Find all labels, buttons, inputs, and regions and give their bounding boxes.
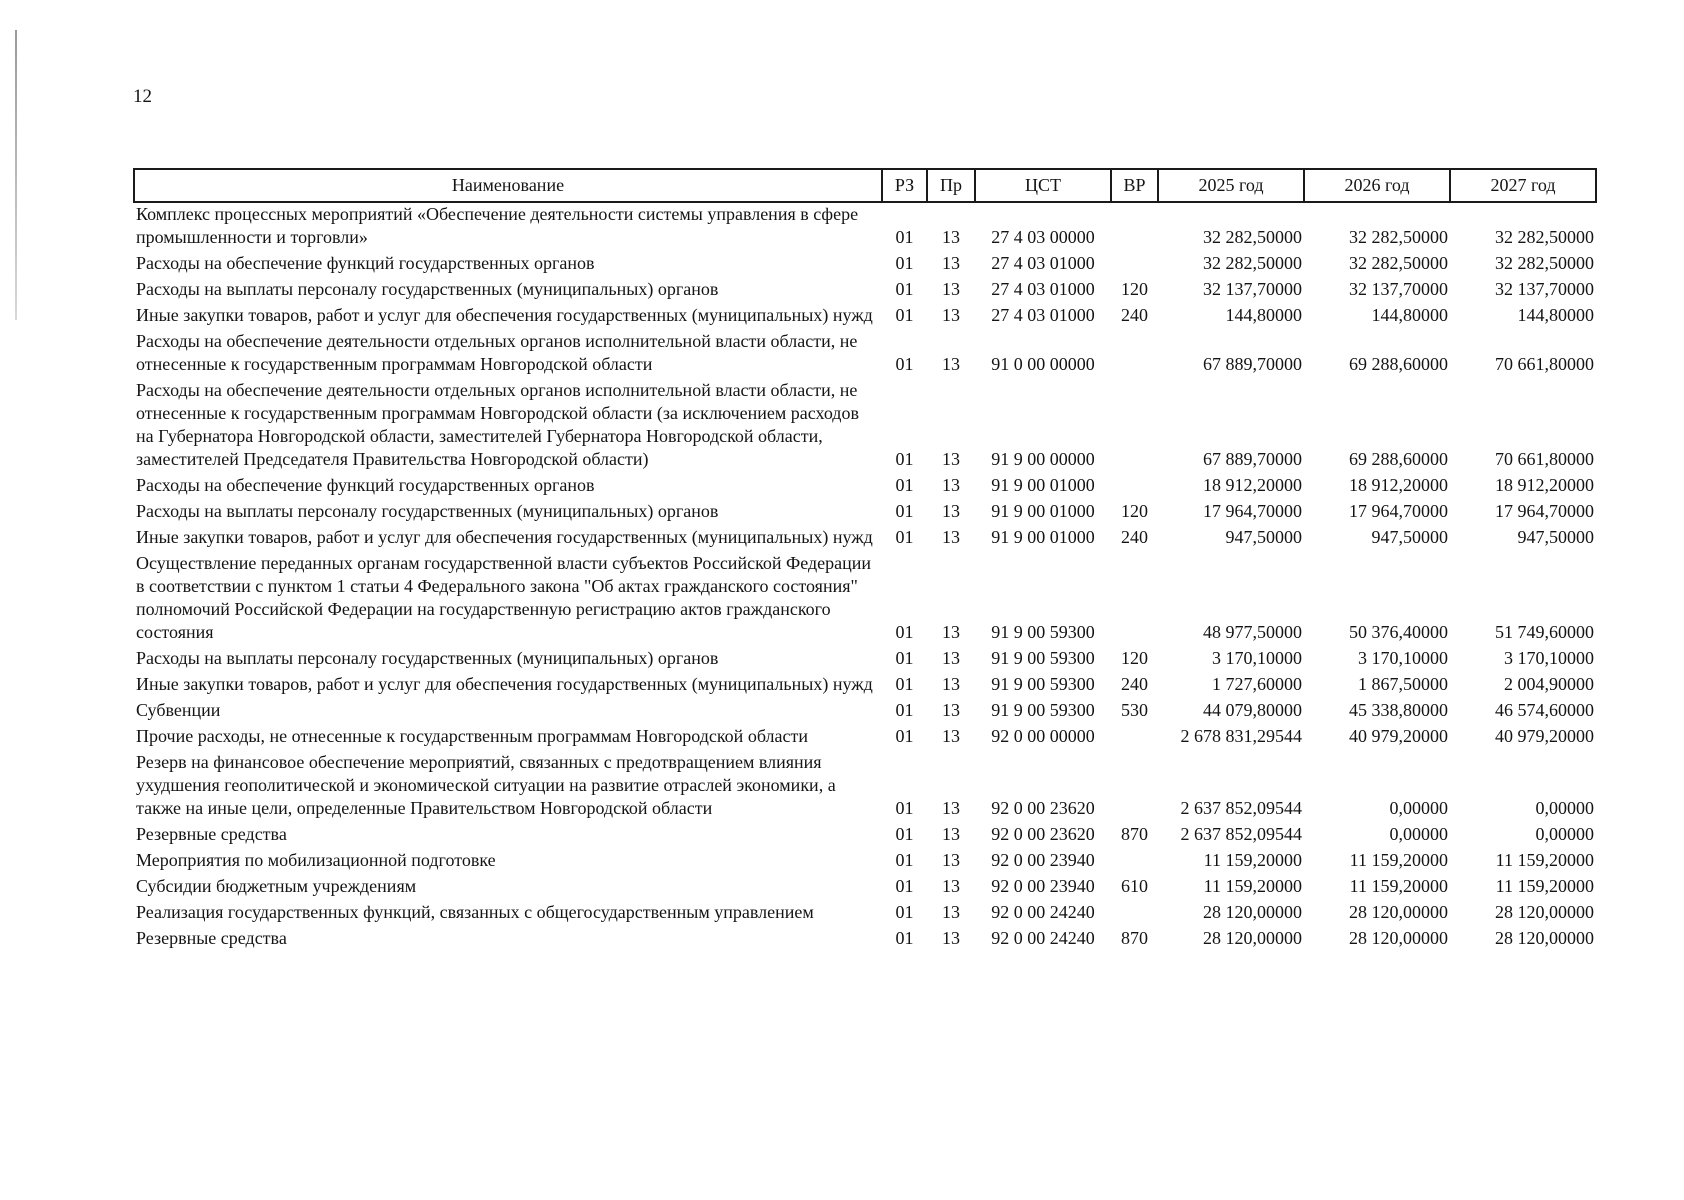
row-pr: 13 [942,850,960,870]
row-vr: 240 [1121,527,1148,547]
row-name: Расходы на выплаты персоналу государственных (муниципальных) органов [136,279,719,299]
table-row [134,552,1596,647]
row-vr: 240 [1121,674,1148,694]
row-vr: 610 [1121,876,1148,896]
row-rz: 01 [895,227,914,247]
row-pr: 13 [942,798,960,818]
row-vr: 870 [1121,824,1148,844]
row-amount-2026: 32 282,50000 [1349,227,1448,247]
row-name: Расходы на обеспечение функций государственных органов [136,475,595,495]
table-row [134,252,1596,278]
row-pr: 13 [942,648,960,668]
row-amount-2025: 28 120,00000 [1203,928,1302,948]
row-name: Резерв на финансовое обеспечение мероприятий, связанных с предотвращением влияния ухудшения геополитической и экономической ситуации на развитие отраслей экономики, а также на иные цели, определенные Правительством Новгородской области [136,752,836,818]
row-amount-2027: 32 137,70000 [1495,279,1594,299]
row-vr [1111,379,1158,474]
row-vr: 240 [1121,305,1148,325]
page-number: 12 [133,86,152,107]
row-amount-2027: 51 749,60000 [1495,622,1594,642]
table-header [134,169,1596,202]
row-amount-2026: 18 912,20000 [1349,475,1448,495]
row-name: Реализация государственных функций, связанных с общегосударственным управлением [136,902,814,922]
row-amount-2025: 67 889,70000 [1203,449,1302,469]
row-rz: 01 [895,449,914,469]
row-amount-2025: 947,50000 [1225,527,1302,547]
row-amount-2026: 3 170,10000 [1358,648,1448,668]
row-cst: 92 0 00 23940 [991,850,1095,870]
table-row [134,526,1596,552]
row-vr [1111,474,1158,500]
row-vr: 120 [1121,648,1148,668]
row-name: Резервные средства [136,824,287,844]
row-pr: 13 [942,824,960,844]
table-row [134,927,1596,953]
row-cst: 92 0 00 23620 [991,824,1095,844]
table-row [134,849,1596,875]
row-amount-2027: 17 964,70000 [1495,501,1594,521]
budget-table [133,168,1597,953]
row-pr: 13 [942,902,960,922]
table-row [134,202,1596,252]
row-cst: 91 0 00 00000 [991,354,1095,374]
row-rz: 01 [895,501,914,521]
row-rz: 01 [895,622,914,642]
row-rz: 01 [895,928,914,948]
row-amount-2025: 11 159,20000 [1203,876,1302,896]
row-amount-2027: 11 159,20000 [1495,850,1594,870]
row-amount-2027: 0,00000 [1535,798,1594,818]
row-pr: 13 [942,475,960,495]
row-amount-2026: 17 964,70000 [1349,501,1448,521]
row-rz: 01 [895,305,914,325]
row-name: Иные закупки товаров, работ и услуг для обеспечения государственных (муниципальных) нужд [136,305,873,325]
row-amount-2026: 69 288,60000 [1349,354,1448,374]
row-rz: 01 [895,354,914,374]
row-amount-2026: 40 979,20000 [1349,726,1448,746]
row-rz: 01 [895,648,914,668]
row-amount-2026: 28 120,00000 [1349,902,1448,922]
row-name: Прочие расходы, не отнесенные к государственным программам Новгородской области [136,726,808,746]
table-row [134,699,1596,725]
row-cst: 92 0 00 23940 [991,876,1095,896]
row-amount-2026: 45 338,80000 [1349,700,1448,720]
table-row [134,474,1596,500]
row-cst: 92 0 00 23620 [991,798,1095,818]
row-rz: 01 [895,700,914,720]
row-amount-2026: 11 159,20000 [1349,850,1448,870]
row-vr: 870 [1121,928,1148,948]
table-row [134,725,1596,751]
row-pr: 13 [942,726,960,746]
header-vr: ВР [1111,169,1158,202]
row-amount-2027: 32 282,50000 [1495,227,1594,247]
row-amount-2025: 11 159,20000 [1203,850,1302,870]
row-vr [1111,552,1158,647]
row-amount-2026: 1 867,50000 [1358,674,1448,694]
row-amount-2025: 2 637 852,09544 [1180,798,1302,818]
row-pr: 13 [942,227,960,247]
header-cst: ЦСТ [975,169,1111,202]
row-rz: 01 [895,824,914,844]
row-pr: 13 [942,674,960,694]
row-rz: 01 [895,527,914,547]
row-amount-2025: 3 170,10000 [1212,648,1302,668]
row-amount-2027: 28 120,00000 [1495,902,1594,922]
row-amount-2027: 46 574,60000 [1495,700,1594,720]
row-amount-2027: 28 120,00000 [1495,928,1594,948]
row-cst: 91 9 00 01000 [991,475,1095,495]
row-amount-2027: 2 004,90000 [1504,674,1594,694]
table-row [134,647,1596,673]
row-amount-2026: 32 137,70000 [1349,279,1448,299]
row-cst: 91 9 00 59300 [991,674,1095,694]
row-rz: 01 [895,674,914,694]
row-cst: 92 0 00 00000 [991,726,1095,746]
row-name: Субвенции [136,700,221,720]
row-name: Субсидии бюджетным учреждениям [136,876,417,896]
row-amount-2026: 144,80000 [1371,305,1448,325]
row-amount-2027: 0,00000 [1535,824,1594,844]
header-year-2026: 2026 год [1304,169,1450,202]
row-amount-2026: 947,50000 [1371,527,1448,547]
row-name: Мероприятия по мобилизационной подготовке [136,850,496,870]
row-name: Осуществление переданных органам государственной власти субъектов Российской Федерации в соответствии с пунктом 1 статьи 4 Федерального закона "Об актах гражданского состояния" полномочий Российской Федерации на государственную регистрацию актов гражданского состояния [136,553,872,642]
row-amount-2025: 44 079,80000 [1203,700,1302,720]
row-name: Расходы на выплаты персоналу государственных (муниципальных) органов [136,501,719,521]
row-cst: 91 9 00 59300 [991,622,1095,642]
row-amount-2027: 144,80000 [1517,305,1594,325]
row-vr [1111,330,1158,379]
row-pr: 13 [942,354,960,374]
row-vr [1111,901,1158,927]
row-rz: 01 [895,902,914,922]
row-pr: 13 [942,501,960,521]
row-amount-2025: 17 964,70000 [1203,501,1302,521]
row-amount-2027: 3 170,10000 [1504,648,1594,668]
row-pr: 13 [942,700,960,720]
row-rz: 01 [895,279,914,299]
row-amount-2027: 70 661,80000 [1495,449,1594,469]
row-amount-2026: 28 120,00000 [1349,928,1448,948]
row-amount-2025: 144,80000 [1225,305,1302,325]
table-row [134,379,1596,474]
header-year-2025: 2025 год [1158,169,1304,202]
row-cst: 91 9 00 59300 [991,700,1095,720]
row-amount-2026: 50 376,40000 [1349,622,1448,642]
row-rz: 01 [895,253,914,273]
row-amount-2025: 1 727,60000 [1212,674,1302,694]
row-amount-2026: 69 288,60000 [1349,449,1448,469]
row-cst: 91 9 00 00000 [991,449,1095,469]
table-row [134,751,1596,823]
row-vr [1111,725,1158,751]
row-cst: 27 4 03 00000 [991,227,1095,247]
row-amount-2027: 70 661,80000 [1495,354,1594,374]
row-pr: 13 [942,305,960,325]
row-rz: 01 [895,850,914,870]
header-row [134,169,1596,202]
row-amount-2026: 11 159,20000 [1349,876,1448,896]
table-row [134,901,1596,927]
table-row [134,823,1596,849]
row-rz: 01 [895,798,914,818]
row-vr [1111,252,1158,278]
row-name: Резервные средства [136,928,287,948]
row-name: Расходы на обеспечение деятельности отдельных органов исполнительной власти области, не отнесенные к государственным программам Новгородской области (за исключением расходов на Губернатора Новгородской области, заместителей Губернатора Новгородской области, заместителей Председателя Правительства Новгородской области) [136,380,859,469]
table-row [134,330,1596,379]
row-amount-2027: 40 979,20000 [1495,726,1594,746]
row-vr: 120 [1121,501,1148,521]
scan-edge-line [15,30,17,320]
header-rz: РЗ [882,169,927,202]
row-amount-2027: 11 159,20000 [1495,876,1594,896]
row-amount-2025: 67 889,70000 [1203,354,1302,374]
row-cst: 91 9 00 01000 [991,527,1095,547]
row-amount-2026: 32 282,50000 [1349,253,1448,273]
row-cst: 92 0 00 24240 [991,902,1095,922]
row-pr: 13 [942,253,960,273]
row-pr: 13 [942,622,960,642]
row-vr: 120 [1121,279,1148,299]
row-rz: 01 [895,726,914,746]
row-amount-2025: 2 678 831,29544 [1180,726,1302,746]
row-pr: 13 [942,876,960,896]
row-amount-2027: 947,50000 [1517,527,1594,547]
row-amount-2025: 2 637 852,09544 [1180,824,1302,844]
row-vr [1111,751,1158,823]
table-row [134,278,1596,304]
table-body [134,202,1596,953]
row-name: Иные закупки товаров, работ и услуг для обеспечения государственных (муниципальных) нужд [136,674,873,694]
row-amount-2025: 28 120,00000 [1203,902,1302,922]
row-amount-2025: 32 282,50000 [1203,227,1302,247]
row-pr: 13 [942,279,960,299]
row-amount-2026: 0,00000 [1389,824,1448,844]
row-cst: 92 0 00 24240 [991,928,1095,948]
row-rz: 01 [895,876,914,896]
table-row [134,875,1596,901]
row-name: Расходы на обеспечение деятельности отдельных органов исполнительной власти области, не отнесенные к государственным программам Новгородской области [136,331,858,374]
table-row [134,673,1596,699]
row-amount-2025: 32 282,50000 [1203,253,1302,273]
row-cst: 27 4 03 01000 [991,305,1095,325]
row-name: Расходы на выплаты персоналу государственных (муниципальных) органов [136,648,719,668]
row-amount-2025: 18 912,20000 [1203,475,1302,495]
row-vr [1111,849,1158,875]
table-row [134,304,1596,330]
row-name: Иные закупки товаров, работ и услуг для обеспечения государственных (муниципальных) нужд [136,527,873,547]
row-amount-2026: 0,00000 [1389,798,1448,818]
row-amount-2027: 32 282,50000 [1495,253,1594,273]
row-cst: 27 4 03 01000 [991,279,1095,299]
row-amount-2025: 48 977,50000 [1203,622,1302,642]
header-pr: Пр [927,169,975,202]
header-name: Наименование [134,169,882,202]
row-cst: 27 4 03 01000 [991,253,1095,273]
table-row [134,500,1596,526]
row-name: Комплекс процессных мероприятий «Обеспечение деятельности системы управления в сфере промышленности и торговли» [136,204,859,247]
row-amount-2025: 32 137,70000 [1203,279,1302,299]
row-name: Расходы на обеспечение функций государственных органов [136,253,595,273]
row-amount-2027: 18 912,20000 [1495,475,1594,495]
row-vr: 530 [1121,700,1148,720]
row-vr [1111,202,1158,252]
header-year-2027: 2027 год [1450,169,1596,202]
row-pr: 13 [942,527,960,547]
row-rz: 01 [895,475,914,495]
row-pr: 13 [942,449,960,469]
row-pr: 13 [942,928,960,948]
row-cst: 91 9 00 59300 [991,648,1095,668]
row-cst: 91 9 00 01000 [991,501,1095,521]
